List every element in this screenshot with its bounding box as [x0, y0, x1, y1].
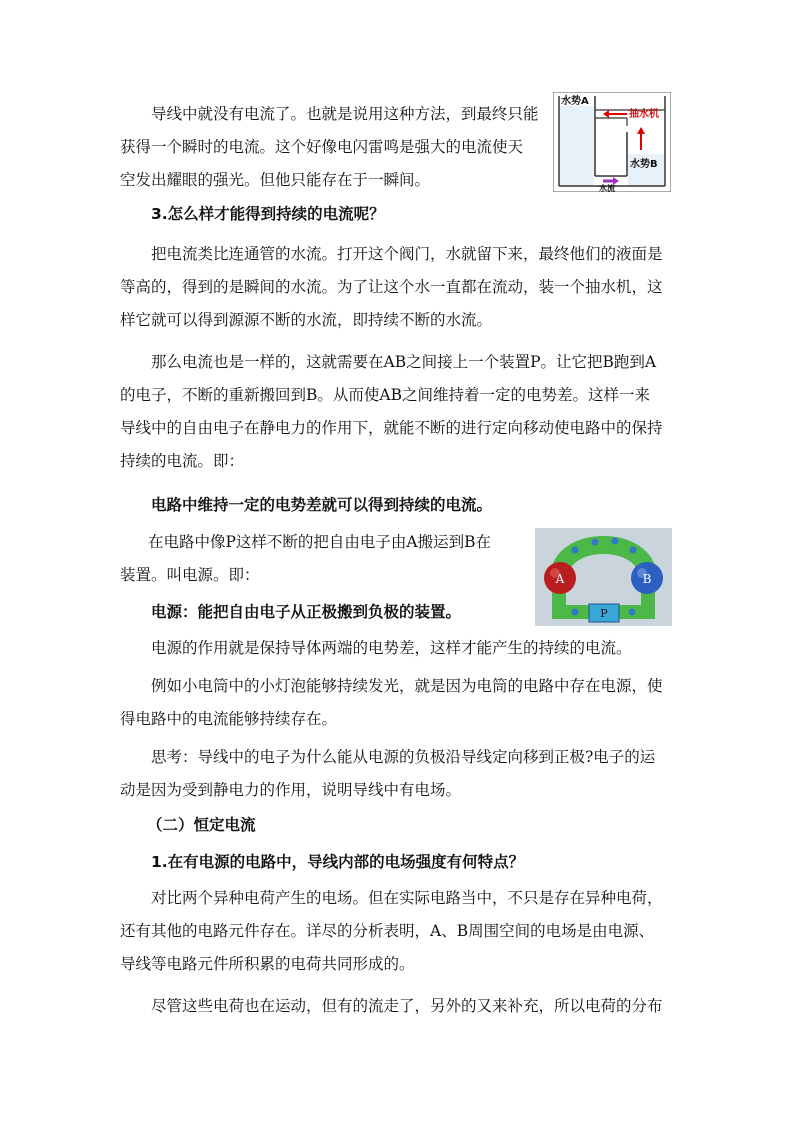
paragraph-line: 持续的电流。即：	[120, 452, 245, 470]
water-pump-diagram	[553, 92, 671, 192]
paragraph-8	[120, 882, 663, 981]
paragraph-line: 还有其他的电路元件存在。详尽的分析表明，A、B周围空间的电场是由电源、	[120, 922, 655, 940]
paragraph-line: 把电流类比连通管的水流。打开这个阀门，水就留下来，最终他们的液面是	[151, 245, 663, 263]
key-statement-1	[151, 489, 492, 522]
paragraph-line: 得电路中的电流能够持续存在。	[120, 710, 338, 728]
paragraph-line: 那么电流也是一样的，这就需要在AB之间接上一个装置P。让它把B跑到A	[151, 353, 657, 371]
question-heading-3	[151, 198, 385, 231]
paragraph-line: 导线中的自由电子在静电力的作用下，就能不断的进行定向移动使电路中的保持	[120, 419, 663, 437]
heading-text: 3.怎么样才能得到持续的电流呢？	[151, 205, 385, 223]
paragraph-line: 思考：导线中的电子为什么能从电源的负极沿导线定向移到正极?电子的运	[151, 748, 656, 766]
label-p: P	[600, 607, 608, 620]
label-b: B	[642, 572, 652, 586]
key-statement-2	[151, 596, 461, 629]
paragraph-line: 尽管这些电荷也在运动，但有的流走了，另外的又来补充，所以电荷的分布	[151, 997, 663, 1015]
paragraph-3	[120, 346, 663, 478]
paragraph-9	[120, 990, 663, 1023]
label-water-b: 水势B	[630, 159, 658, 170]
label-pump: 抽水机	[629, 109, 659, 120]
heading-text: （二）恒定电流	[147, 816, 256, 834]
label-a: A	[555, 572, 565, 586]
paragraph-6	[120, 670, 663, 736]
paragraph-5	[120, 632, 632, 665]
paragraph-line: 样它就可以得到源源不断的水流，即持续不断的水流。	[120, 311, 493, 329]
paragraph-line: 等高的，得到的是瞬间的水流。为了让这个水一直都在流动，装一个抽水机，这	[120, 278, 663, 296]
paragraph-4	[120, 526, 491, 592]
question-heading-1	[151, 846, 524, 879]
heading-text: 1.在有电源的电路中，导线内部的电场强度有何特点？	[151, 853, 525, 871]
paragraph-line: 电源的作用就是保持导体两端的电势差，这样才能产生的持续的电流。	[151, 639, 632, 657]
label-water-a: 水势A	[561, 96, 589, 107]
paragraph-2	[120, 238, 663, 337]
paragraph-line: 例如小电筒中的小灯泡能够持续发光，就是因为电筒的电路中存在电源，使	[151, 677, 663, 695]
paragraph-line: 在电路中像P这样不断的把自由电子由A搬运到B在	[148, 533, 492, 551]
paragraph-line: 获得一个瞬时的电流。这个好像电闪雷鸣是强大的电流使天	[120, 138, 524, 156]
statement-text: 电路中维持一定的电势差就可以得到持续的电流。	[151, 496, 493, 514]
section-heading-2	[147, 809, 256, 842]
paragraph-line: 导线中就没有电流了。也就是说用这种方法，到最终只能	[151, 105, 539, 123]
paragraph-line: 的电子，不断的重新搬回到B。从而使AB之间维持着一定的电势差。这样一来	[120, 386, 650, 404]
paragraph-line: 导线等电路元件所积累的电荷共同形成的。	[120, 955, 415, 973]
statement-text: 电源：能把自由电子从正极搬到负极的装置。	[151, 603, 462, 621]
power-source-diagram	[535, 528, 672, 626]
paragraph-7	[120, 741, 655, 807]
paragraph-line: 空发出耀眼的强光。但他只能存在于一瞬间。	[120, 171, 431, 189]
paragraph-1	[120, 98, 539, 197]
paragraph-line: 装置。叫电源。即：	[120, 566, 260, 584]
label-flow: 水流	[599, 184, 615, 192]
paragraph-line: 对比两个异种电荷产生的电场。但在实际电路当中，不只是存在异种电荷，	[151, 889, 663, 907]
paragraph-line: 动是因为受到静电力的作用，说明导线中有电场。	[120, 781, 462, 799]
